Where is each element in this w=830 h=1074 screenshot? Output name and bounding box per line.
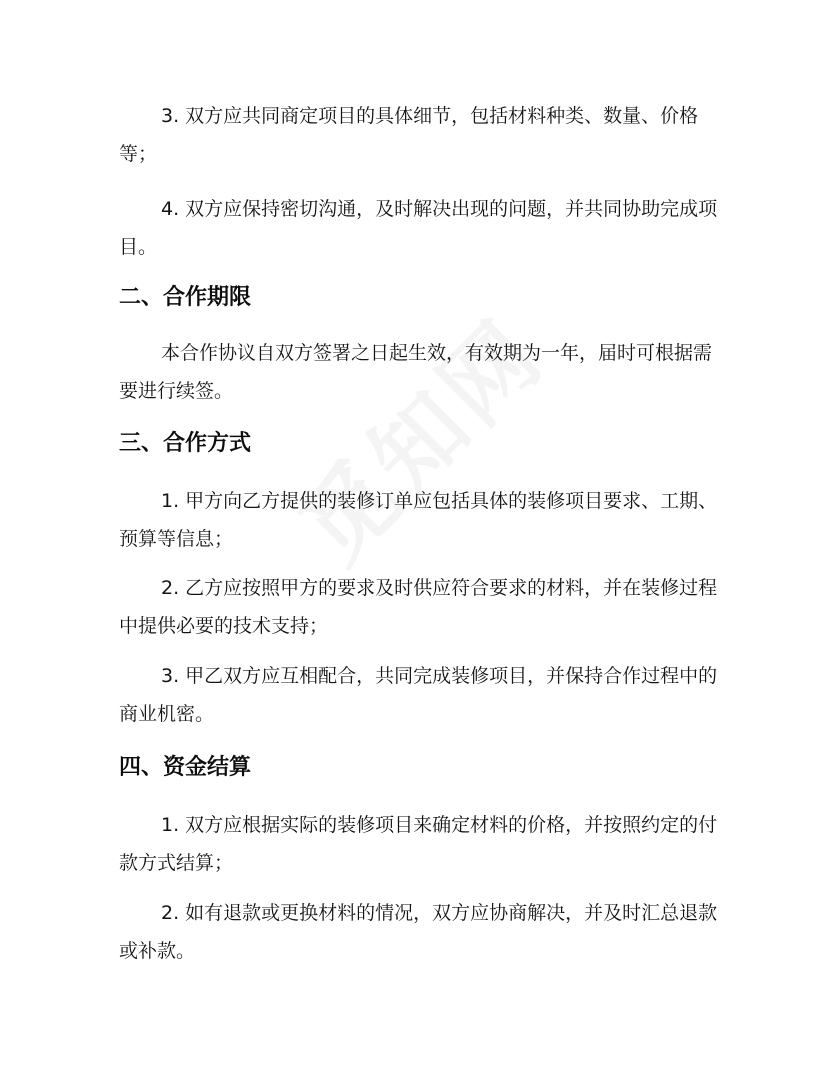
clause-1-item-3: 3. 双方应共同商定项目的具体细节，包括材料种类、数量、价格等； [119, 105, 699, 165]
method-item-2: 2. 乙方应按照甲方的要求及时供应符合要求的材料，并在装修过程中提供必要的技术支持； [119, 577, 718, 637]
clause-1-item-4: 4. 双方应保持密切沟通，及时解决出现的问题，并共同协助完成项目。 [119, 198, 718, 258]
section-heading-settlement: 四、资金结算 [119, 755, 252, 780]
settlement-item-2: 2. 如有退款或更换材料的情况，双方应协商解决，并及时汇总退款或补款。 [119, 902, 718, 962]
term-paragraph: 本合作协议自双方签署之日起生效，有效期为一年，届时可根据需要进行续签。 [119, 342, 713, 402]
method-item-3: 3. 甲乙双方应互相配合，共同完成装修项目，并保持合作过程中的商业机密。 [119, 665, 718, 725]
settlement-item-1: 1. 双方应根据实际的装修项目来确定材料的价格，并按照约定的付款方式结算； [119, 814, 718, 874]
section-heading-term: 二、合作期限 [119, 285, 252, 310]
section-heading-cooperation-method: 三、合作方式 [119, 431, 252, 456]
method-item-1: 1. 甲方向乙方提供的装修订单应包括具体的装修项目要求、工期、预算等信息； [119, 490, 718, 550]
